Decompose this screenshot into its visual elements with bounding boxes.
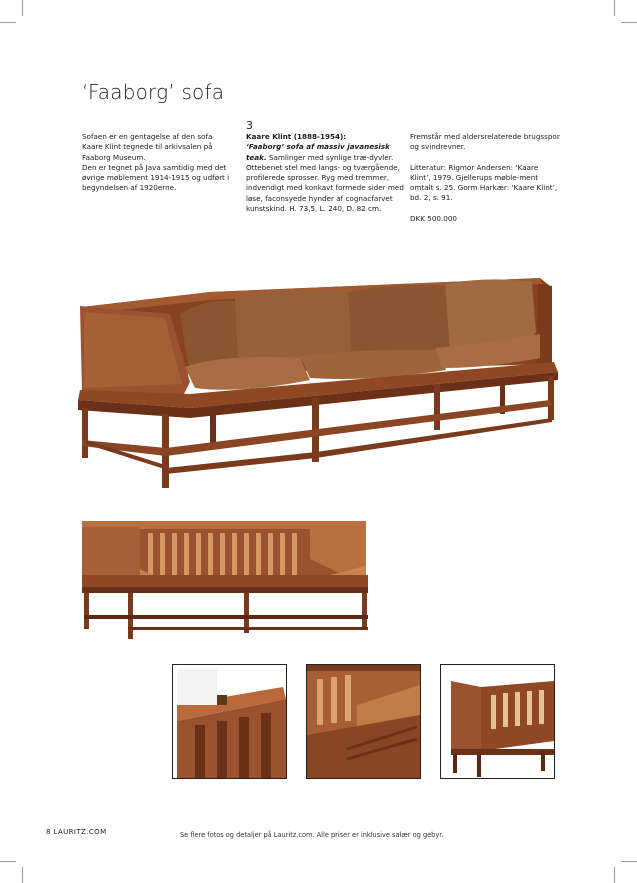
footer-note: Se flere fotos og detaljer på Lauritz.com. Alle priser er inklusive salær og gebyr. xyxy=(180,831,444,839)
description-column xyxy=(82,132,232,194)
lot-description: Samlinger med synlige træ-dyvler. Ottebenet stel med langs- og tværgående, profilerede sprosser. Ryg med tremmer, indvendigt med konkavt formede sider med løse, faconsyede hynder af cognacfarvet kunstskind. H. 73,5, L. 240, D. 82 cm. xyxy=(246,152,404,214)
page-title: ‘Faaborg’ sofa xyxy=(82,80,225,104)
crop-mark-bottom-right-h xyxy=(621,861,637,862)
detail-photo-back-joint[interactable] xyxy=(172,664,287,779)
crop-mark-top-right xyxy=(614,0,615,16)
history-text-1: Sofaen er en gentagelse af den sofa Kaare Klint tegnede til arkivsalen på Faaborg Museum. xyxy=(82,132,213,162)
condition-text: Fremstår med aldersrelaterede brugsspor og svindrevner. xyxy=(410,132,560,152)
catalogue-entry xyxy=(246,132,404,214)
detail-back-joint-illustration xyxy=(173,665,286,778)
detail-seat-corner-illustration xyxy=(307,665,420,778)
crop-mark-top-left xyxy=(22,0,23,16)
crop-mark-bottom-left xyxy=(22,867,23,883)
lot-number: 3 xyxy=(246,119,253,132)
crop-mark-top-left-h xyxy=(0,22,16,23)
sofa-main-photo[interactable] xyxy=(70,272,562,494)
crop-mark-bottom-right xyxy=(614,867,615,883)
detail-photo-seat-corner[interactable] xyxy=(306,664,421,779)
history-text-2: Den er tegnet på Java samtidig med det øvrige møblement 1914-1915 og udført i begyndelsen af 1920erne. xyxy=(82,162,230,193)
detail-side-angle-illustration xyxy=(441,665,554,778)
detail-photo-side-angle[interactable] xyxy=(440,664,555,779)
crop-mark-bottom-left-h xyxy=(0,861,16,862)
condition-column xyxy=(410,132,560,224)
sofa-main-illustration xyxy=(70,272,562,494)
sofa-frame-illustration xyxy=(80,519,374,641)
lot-headline: ‘Faaborg’ sofa af massiv javanesisk teak. xyxy=(246,142,390,162)
estimate-price: DKK 500.000 xyxy=(410,213,457,223)
literature-text: Litteratur: Rigmor Andersen: ‘Kaare Klint’, 1979. Gjellerups møble-ment omtalt s. 25. Gorm Harkær: ‘Kaare Klint’, bd. 2, s. 91. xyxy=(410,162,558,203)
crop-mark-top-right-h xyxy=(621,22,637,23)
sofa-frame-photo[interactable] xyxy=(80,519,374,641)
page-number: 8 LAURITZ.COM xyxy=(46,828,107,836)
designer-name: Kaare Klint (1888-1954): xyxy=(246,132,347,141)
